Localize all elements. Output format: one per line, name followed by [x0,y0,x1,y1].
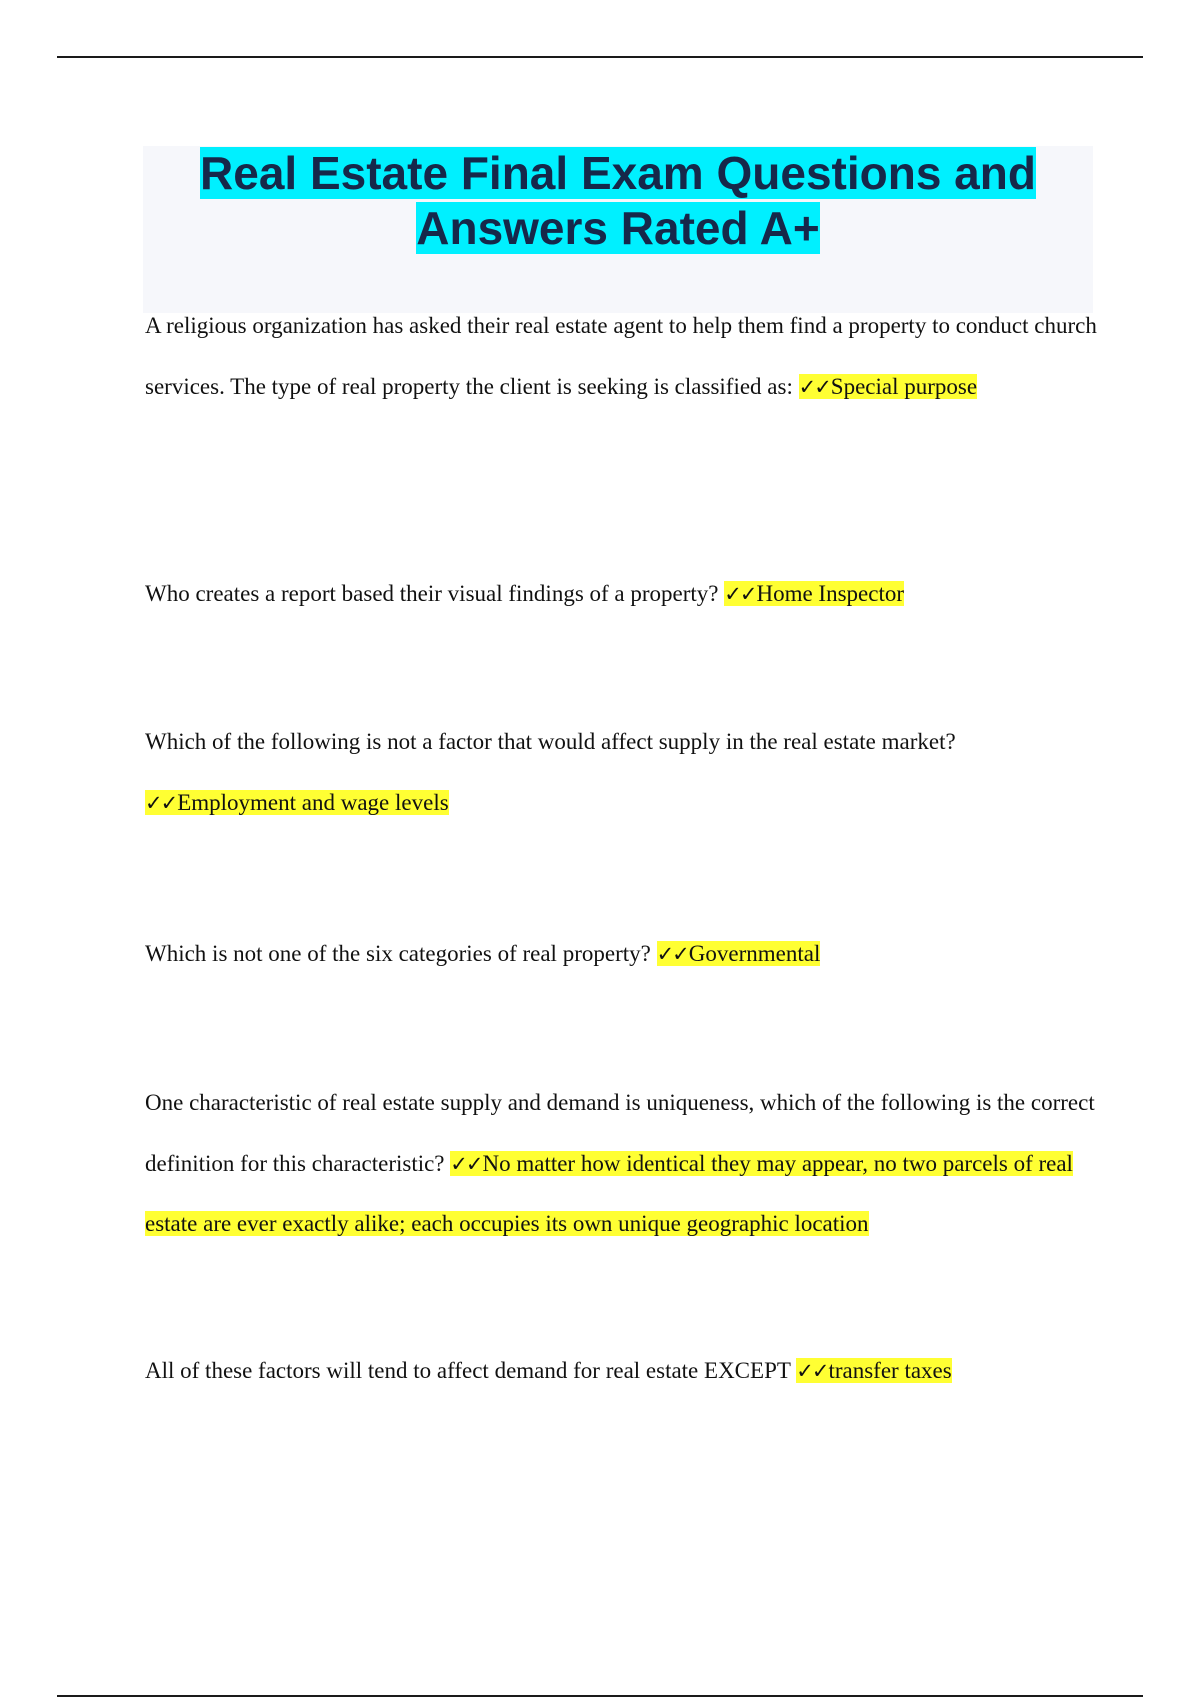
page-title [143,146,1093,256]
footer-rule [57,1695,1143,1697]
answer-text: Employment and wage levels [177,789,449,815]
title-highlight: Real Estate Final Exam Questions and Answers Rated A+ [200,147,1036,254]
double-check-icon: ✓✓ [798,374,830,399]
double-check-icon: ✓✓ [796,1359,828,1383]
question-text: Which of the following is not a factor that would affect supply in the real estate market? [145,729,956,754]
qa-item-2 [145,564,1105,625]
answer-text: Special purpose [830,373,978,399]
double-check-icon: ✓✓ [724,582,756,606]
question-text: All of these factors will tend to affect demand for real estate EXCEPT [145,1358,791,1383]
answer-highlight [799,374,977,399]
question-text: Who creates a report based their visual findings of a property? [145,581,719,606]
header-rule [57,56,1143,58]
qa-item-6 [145,1341,1105,1402]
question-text: Which is not one of the six categories of real property? [145,941,651,966]
qa-item-3 [145,712,1105,833]
answer-text: No matter how identical they may appear, no two parcels of real estate are ever exactly alike; each occupies its own unique geographic location [145,1150,1073,1236]
qa-item-5 [145,1073,1105,1255]
question-text: A religious organization has asked their real estate agent to help them find a property to conduct church services. The type of real property the client is seeking is classified as: [145,313,1097,399]
answer-text: transfer taxes [828,1358,952,1383]
answer-highlight [796,1358,951,1383]
answer-highlight [724,581,904,606]
answer-highlight [145,790,449,815]
qa-item-4 [145,924,1105,985]
answer-highlight [657,941,821,966]
answer-text: Home Inspector [756,581,905,606]
answer-text: Governmental [688,941,821,966]
qa-item-1 [145,296,1105,417]
double-check-icon: ✓✓ [656,942,688,966]
double-check-icon: ✓✓ [145,790,177,815]
double-check-icon: ✓✓ [450,1151,482,1176]
question-text: One characteristic of real estate supply and demand is uniqueness, which of the following is the correct definition for this characteristic? [145,1090,1095,1176]
